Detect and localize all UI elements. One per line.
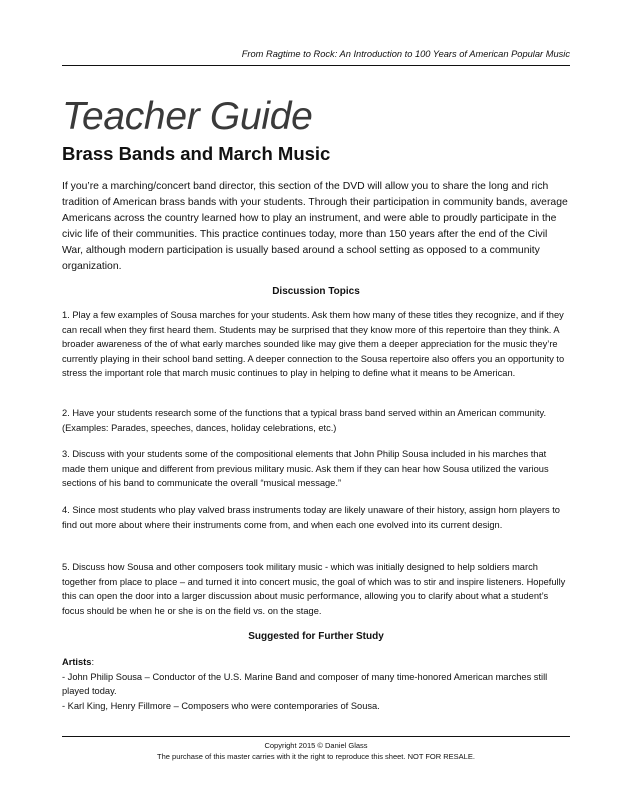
further-study-heading: Suggested for Further Study [248, 631, 384, 642]
artists-list [62, 655, 570, 713]
discussion-topic-2: 2. Have your students research some of the functions that a typical brass band served within an American community. (Examples: Parades, speeches, dances, holiday celebrations, etc.) [62, 408, 547, 433]
footer-copyright: Copyright 2015 © Daniel Glass [264, 741, 368, 750]
discussion-heading: Discussion Topics [272, 286, 360, 297]
list-item: - John Philip Sousa – Conductor of the U.S. Marine Band and composer of many time-honored American marches still played today. [62, 671, 548, 696]
running-title: From Ragtime to Rock: An Introduction to 100 Years of American Popular Music [241, 49, 570, 59]
footer-divider [62, 736, 570, 737]
list-item: - Karl King, Henry Fillmore – Composers who were contemporaries of Sousa. [62, 700, 380, 711]
page-title: Teacher Guide [62, 95, 313, 138]
discussion-topic-4: 4. Since most students who play valved brass instruments today are likely unaware of their history, assign horn players to find out more about where their instruments come from, and when each one evolved into its current design. [62, 505, 560, 530]
section-title: Brass Bands and March Music [62, 143, 331, 164]
discussion-topic-3: 3. Discuss with your students some of the compositional elements that John Philip Sousa included in his marches that made them unique and different from previous military music. Ask them if they can hear how Sousa utilized the various sections of his band to communicate the overall “musical message.” [62, 449, 549, 488]
artists-heading [62, 655, 570, 670]
discussion-topic-1: 1. Play a few examples of Sousa marches for your students. Ask them how many of these titles they recognize, and if they can recall when they first heard them. Students may be surprised that they know more of this repertoire than they think. A broader awareness of the of what early marches sounded like may give them a deeper appreciation for the music they’re currently playing in their school band setting. A deeper connection to the Sousa repertoire also offers you an opportunity to stress the important role that march music continues to play in helping to define what it means to be American. [62, 310, 565, 378]
intro-paragraph: If you’re a marching/concert band director, this section of the DVD will allow you to share the long and rich tradition of American brass bands with your students. Through their participation in community bands, average Americans across the country learned how to play an instrument, and were able to proudly participate in the civic life of their communities. This practice continues today, more than 150 years after the end of the Civil War, although modern participation is usually based around a school setting as opposed to a community organization. [62, 181, 568, 272]
footer-notice: The purchase of this master carries with it the right to reproduce this sheet. NOT FOR RESALE. [157, 752, 475, 761]
discussion-topic-5: 5. Discuss how Sousa and other composers took military music - which was initially designed to help soldiers march together from place to place – and turned it into concert music, the goal of which was to stir and inspire listeners. Hopefully this can open the door into a larger discussion about music performance, allowing you to clarify about what a student’s focus should be when he or she is on the field vs. on the stage. [62, 562, 566, 616]
artists-colon: : [91, 657, 95, 667]
artists-label: Artists [62, 657, 92, 667]
header-divider [62, 65, 570, 66]
